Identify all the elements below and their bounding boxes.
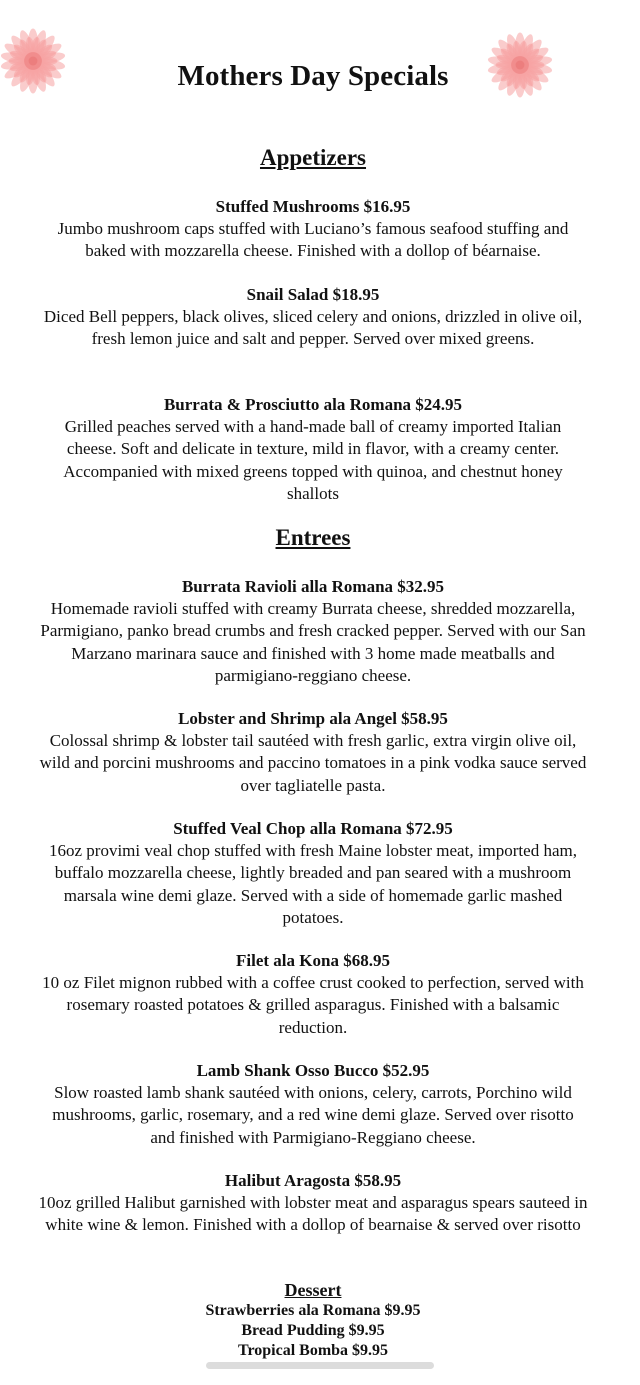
item-description: 16oz provimi veal chop stuffed with fresh Maine lobster meat, imported ham, buffalo mozzarella cheese, lightly breaded and pan seared with a mushroom marsala wine demi glaze. Served with a side of homemade garlic mashed potatoes.	[49, 841, 577, 927]
page-title: Mothers Day Specials	[177, 60, 449, 92]
dessert-list	[0, 1301, 626, 1361]
dessert-item: Strawberries ala Romana $9.95	[205, 1302, 421, 1319]
item-description: 10oz grilled Halibut garnished with lobster meat and asparagus spears sauteed in white wine & lemon. Finished with a dollop of bearnaise & served over risotto	[38, 1193, 588, 1235]
entrees-heading: Entrees	[275, 525, 351, 550]
dessert-heading: Dessert	[284, 1280, 342, 1300]
item-name: Burrata Ravioli alla Romana $32.95	[181, 577, 445, 596]
item-description: Colossal shrimp & lobster tail sautéed with fresh garlic, extra virgin olive oil, wild and porcini mushrooms and paccino tomatoes in a pink vodka sauce served over tagliatelle pasta.	[39, 731, 587, 795]
item-name: Burrata & Prosciutto ala Romana $24.95	[163, 395, 463, 414]
item-name: Lobster and Shrimp ala Angel $58.95	[178, 709, 448, 728]
menu-item	[38, 818, 588, 929]
menu-item	[38, 708, 588, 797]
item-description: 10 oz Filet mignon rubbed with a coffee crust cooked to perfection, served with rosemary roasted potatoes & grilled asparagus. Finished with a balsamic reduction.	[42, 973, 584, 1037]
dessert-item: Bread Pudding $9.95	[241, 1322, 385, 1339]
menu-item	[38, 1060, 588, 1149]
item-description: Grilled peaches served with a hand-made ball of creamy imported Italian cheese. Soft and delicate in texture, mild in flavor, with a creamy center. Accompanied with mixed greens topped with quinoa, and chestnut honey shallots	[63, 417, 563, 503]
menu-item	[38, 196, 588, 263]
item-description: Homemade ravioli stuffed with creamy Burrata cheese, shredded mozzarella, Parmigiano, panko bread crumbs and fresh cracked pepper. Served with our San Marzano marinara sauce and finished with 3 home made meatballs and parmigiano-reggiano cheese.	[40, 599, 597, 685]
menu-item	[38, 394, 588, 505]
dessert-item: Tropical Bomba $9.95	[237, 1342, 389, 1359]
home-indicator[interactable]	[206, 1362, 434, 1369]
item-name: Stuffed Veal Chop alla Romana $72.95	[173, 819, 453, 838]
menu-item	[38, 284, 588, 351]
item-description: Diced Bell peppers, black olives, sliced celery and onions, drizzled in olive oil, fresh lemon juice and salt and pepper. Served over mixed greens.	[43, 307, 583, 349]
appetizers-heading: Appetizers	[259, 145, 367, 170]
menu-item	[38, 950, 588, 1039]
menu-item	[38, 1170, 588, 1237]
item-description: Jumbo mushroom caps stuffed with Luciano’s famous seafood stuffing and baked with mozzarella cheese. Finished with a dollop of béarnaise.	[57, 219, 569, 261]
item-name: Halibut Aragosta $58.95	[224, 1171, 402, 1190]
item-name: Stuffed Mushrooms $16.95	[215, 197, 411, 216]
item-name: Lamb Shank Osso Bucco $52.95	[196, 1061, 430, 1080]
menu-item	[38, 576, 597, 687]
item-description: Slow roasted lamb shank sautéed with onions, celery, carrots, Porchino wild mushrooms, garlic, rosemary, and a red wine demi glaze. Served over risotto and finished with Parmigiano-Reggiano cheese.	[52, 1083, 574, 1147]
item-name: Snail Salad $18.95	[246, 285, 380, 304]
item-name: Filet ala Kona $68.95	[236, 951, 390, 970]
